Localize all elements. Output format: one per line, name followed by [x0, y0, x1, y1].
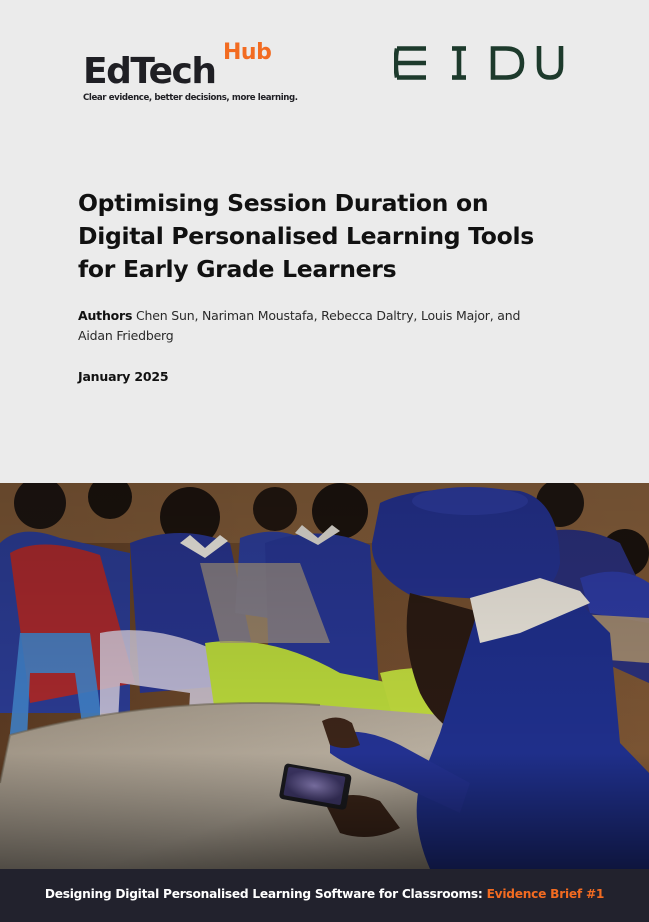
classroom-photo-illustration: [0, 483, 649, 869]
authors-label: Authors: [78, 308, 133, 323]
authors-line-2: Aidan Friedberg: [78, 327, 174, 343]
cover-photo: [0, 483, 649, 869]
authors-line-1: [78, 306, 578, 326]
title-line: Digital Personalised Learning Tools: [78, 222, 534, 250]
eidu-logo: [394, 46, 566, 80]
title-line: Optimising Session Duration on: [78, 189, 489, 217]
authors-block: [78, 306, 578, 345]
authors-names: Chen Sun, Nariman Moustafa, Rebecca Daltry, Louis Major, and: [136, 308, 521, 323]
edtech-logo-wordmark: EdTech: [83, 51, 216, 92]
eidu-logo-mark: [394, 46, 566, 80]
title-line: for Early Grade Learners: [78, 255, 397, 283]
footer-text: [0, 887, 649, 901]
footer-brief-number: Evidence Brief #1: [486, 887, 605, 901]
document-title: [78, 187, 598, 286]
edtech-logo-tagline: Clear evidence, better decisions, more learning.: [83, 93, 298, 103]
edtech-hub-logo: [83, 40, 298, 108]
series-footer: [0, 869, 649, 922]
edtech-logo-hub: Hub: [223, 40, 272, 65]
footer-series-title: Designing Digital Personalised Learning Software for Classrooms:: [44, 887, 483, 901]
publication-date: January 2025: [78, 369, 169, 384]
